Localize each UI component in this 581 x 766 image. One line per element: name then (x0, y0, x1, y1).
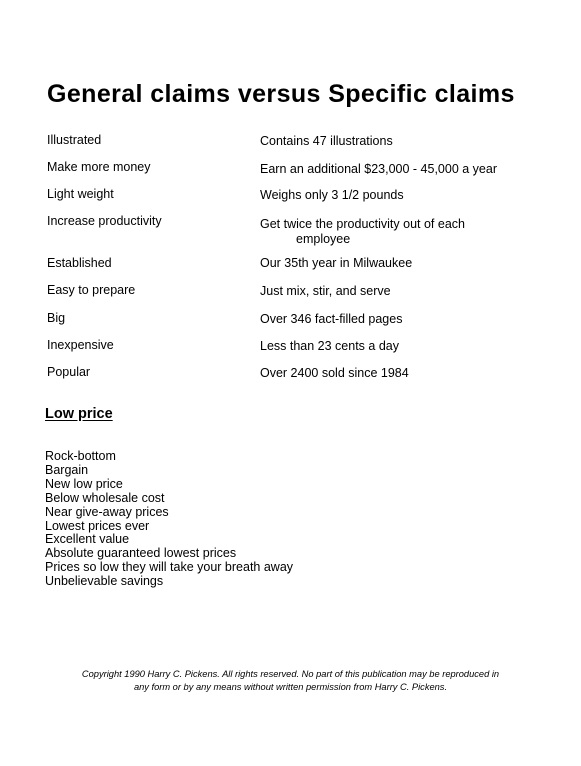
general-claim: Inexpensive (47, 338, 114, 352)
general-claim: Easy to prepare (47, 283, 136, 297)
claim-row (47, 338, 547, 365)
specific-claim: Just mix, stir, and serve (260, 284, 391, 298)
low-price-heading: Low price (45, 406, 113, 422)
specific-claim (260, 217, 547, 247)
specific-claim-continuation: employee (296, 232, 351, 246)
general-claim: Make more money (47, 160, 151, 174)
list-item: Lowest prices ever (45, 518, 150, 533)
claim-row (47, 214, 547, 256)
general-claim: Big (47, 311, 66, 325)
list-item: Prices so low they will take your breath away (45, 560, 294, 575)
list-item: Excellent value (45, 532, 130, 547)
claim-row (47, 283, 547, 311)
list-item: Absolute guaranteed lowest prices (45, 546, 237, 561)
list-item: Near give-away prices (45, 504, 169, 519)
claim-row (47, 365, 547, 392)
general-claim: Illustrated (47, 133, 102, 147)
claim-row (47, 187, 547, 214)
list-item: Below wholesale cost (45, 490, 165, 505)
list-item: Bargain (45, 462, 89, 477)
specific-claim: Contains 47 illustrations (260, 134, 393, 148)
specific-claim: Earn an additional $23,000 - 45,000 a year (260, 162, 497, 176)
claims-table (47, 133, 547, 392)
specific-claim: Over 2400 sold since 1984 (260, 366, 409, 380)
general-claim: Established (47, 256, 112, 270)
specific-claim-line: Get twice the productivity out of each (260, 217, 465, 231)
specific-claim: Our 35th year in Milwaukee (260, 256, 413, 270)
specific-claim: Less than 23 cents a day (260, 339, 399, 353)
general-claim: Increase productivity (47, 214, 162, 228)
specific-claim: Over 346 fact-filled pages (260, 312, 403, 326)
list-item: Rock-bottom (45, 449, 116, 463)
list-item: Unbelievable savings (45, 574, 164, 589)
general-claim: Popular (47, 365, 91, 379)
claim-row (47, 311, 547, 338)
copyright-line: any form or by any means without written permission from Harry C. Pickens. (133, 681, 448, 692)
general-claim: Light weight (47, 187, 114, 201)
list-item: New low price (45, 476, 123, 491)
copyright-line: Copyright 1990 Harry C. Pickens. All rights reserved. No part of this publication may be reproduced in (81, 669, 500, 679)
claim-row (47, 160, 547, 187)
specific-claim: Weighs only 3 1/2 pounds (260, 188, 404, 202)
low-price-list (45, 450, 293, 589)
claim-row (47, 256, 547, 283)
page-title: General claims versus Specific claims (47, 80, 515, 108)
copyright-notice (30, 668, 551, 693)
claim-row (47, 133, 547, 160)
